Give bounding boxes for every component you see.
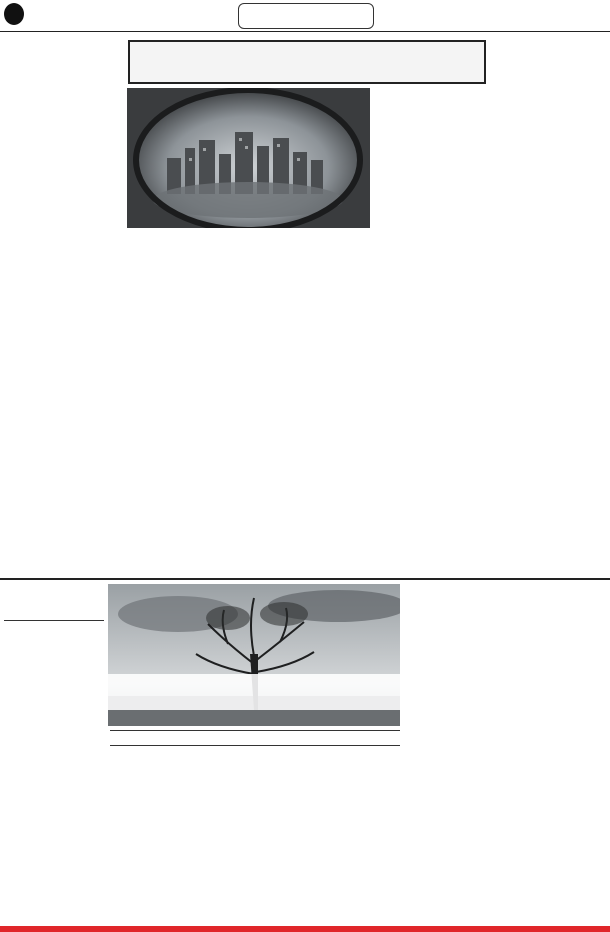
page-number-badge [4, 3, 24, 25]
article1-pull-quote [244, 318, 368, 570]
date-box [238, 3, 374, 29]
article1-headline [128, 40, 486, 84]
section-divider [0, 578, 610, 580]
article2-side-heading [4, 582, 104, 621]
article2-headline [108, 674, 508, 710]
article2-byline [110, 730, 400, 746]
article2-kicker [108, 712, 508, 726]
page-header [0, 0, 610, 30]
article2-pull-quote [4, 760, 128, 924]
city-window-image [127, 88, 370, 228]
page-bottom-bar [0, 926, 610, 932]
header-rule [0, 31, 610, 32]
article1-photo [127, 88, 370, 228]
